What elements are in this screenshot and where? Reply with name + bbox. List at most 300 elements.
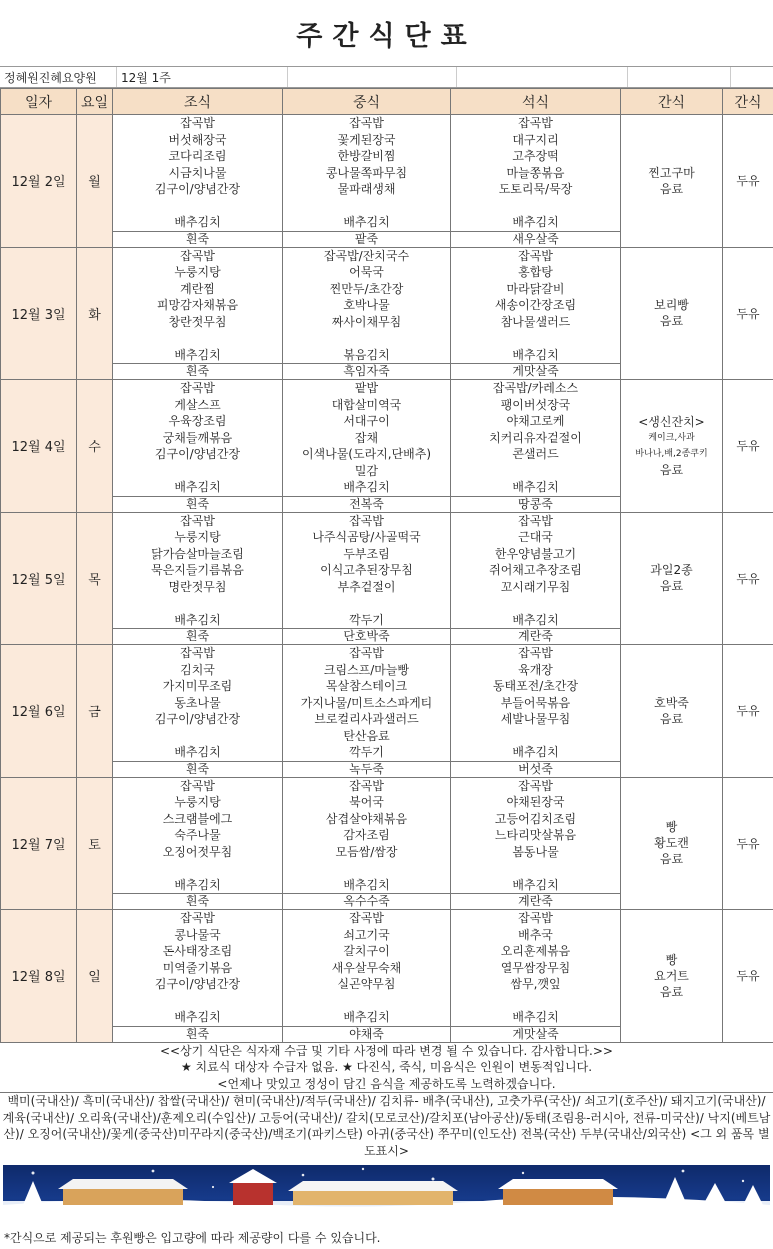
menu-item: 볶음김치 bbox=[343, 347, 390, 362]
menu-item: 동초나물 bbox=[174, 695, 221, 710]
date-text: 12월 3일 bbox=[11, 307, 66, 323]
porridge-text: 땅콩죽 bbox=[518, 496, 553, 511]
snack2-cell bbox=[723, 645, 773, 778]
menu-item: 배추김치 bbox=[512, 347, 559, 362]
lunch-cell bbox=[283, 247, 451, 364]
menu-item bbox=[283, 198, 450, 215]
menu-item: 육개장 bbox=[518, 662, 553, 677]
dow-text: 화 bbox=[88, 307, 101, 323]
snack-item: 호박죽 bbox=[654, 695, 689, 710]
menu-item: 참나물샐러드 bbox=[500, 314, 571, 329]
menu-item: 모듬쌈/쌈장 bbox=[335, 844, 398, 859]
porridge-cell bbox=[283, 231, 451, 247]
snack-item: 보리빵 bbox=[654, 298, 689, 313]
dow-text: 일 bbox=[88, 970, 101, 986]
menu-item: 배추김치 bbox=[512, 877, 559, 892]
day-date bbox=[1, 247, 77, 380]
day-of-week bbox=[77, 512, 113, 645]
menu-item bbox=[283, 993, 450, 1010]
menu-item: 오징어젓무침 bbox=[162, 844, 233, 859]
porridge-cell bbox=[451, 231, 621, 247]
snack-item: 음료 bbox=[659, 984, 684, 999]
porridge-text: 흰죽 bbox=[185, 1026, 210, 1041]
snack-item: 음료 bbox=[659, 314, 684, 329]
menu-item: 배추김치 bbox=[343, 1010, 390, 1024]
porridge-text: 흰죽 bbox=[185, 364, 210, 378]
menu-item: 숙주나물 bbox=[174, 828, 221, 842]
menu-item: 잡곡밥 bbox=[349, 116, 384, 130]
lunch-cell bbox=[283, 115, 451, 232]
snack2-text: 두유 bbox=[736, 969, 760, 984]
menu-item: 마라닭갈비 bbox=[506, 281, 565, 296]
snack-item: <생신잔치> bbox=[638, 414, 705, 429]
menu-item: 브로컬리사과샐러드 bbox=[314, 712, 419, 726]
menu-item: 콘샐러드 bbox=[512, 447, 559, 461]
menu-item: 깍두기 bbox=[349, 745, 384, 759]
porridge-text: 흑임자죽 bbox=[343, 364, 390, 378]
porridge-cell bbox=[451, 761, 621, 777]
menu-item: 크림스프/마늘빵 bbox=[323, 662, 410, 677]
menu-item: 코다리조림 bbox=[168, 149, 227, 163]
date-text: 12월 4일 bbox=[11, 440, 66, 456]
menu-item: 잡곡밥 bbox=[349, 778, 384, 793]
porridge-text: 흰죽 bbox=[185, 894, 210, 908]
col-dinner: 석식 bbox=[451, 89, 621, 115]
menu-item: 배추김치 bbox=[174, 745, 221, 759]
menu-item bbox=[113, 595, 282, 612]
menu-item: 나주식곰탕/사골떡국 bbox=[312, 530, 421, 544]
menu-item: 잡곡밥 bbox=[518, 646, 553, 660]
menu-item: 꽃게된장국 bbox=[337, 132, 396, 147]
dow-text: 금 bbox=[88, 705, 101, 721]
snack2-cell bbox=[723, 380, 773, 513]
date-text: 12월 8일 bbox=[11, 970, 66, 986]
menu-item: 묵은지들기름볶음 bbox=[151, 563, 244, 577]
menu-item: 서대구이 bbox=[343, 414, 390, 428]
porridge-text: 흰죽 bbox=[185, 761, 210, 776]
day-of-week bbox=[77, 247, 113, 380]
menu-table bbox=[0, 88, 773, 1043]
snack2-text: 두유 bbox=[736, 571, 760, 586]
breakfast-cell bbox=[113, 645, 283, 762]
menu-item: 호박나물 bbox=[343, 298, 390, 312]
day-date bbox=[1, 380, 77, 513]
day-row bbox=[1, 380, 773, 497]
menu-item: 잡채 bbox=[354, 430, 379, 445]
menu-item: 김구이/양념간장 bbox=[154, 712, 241, 726]
day-date bbox=[1, 512, 77, 645]
porridge-cell bbox=[451, 364, 621, 380]
col-breakfast: 조식 bbox=[113, 89, 283, 115]
menu-item: 쇠고기국 bbox=[343, 927, 390, 942]
menu-item: 밀감 bbox=[354, 463, 379, 478]
snack-item: 과일2종 bbox=[650, 563, 693, 578]
note-line: <언제나 맛있고 정성이 담긴 음식을 제공하도록 노력하겠습니다. bbox=[217, 1076, 556, 1091]
menu-item bbox=[283, 330, 450, 347]
menu-item: 배추국 bbox=[518, 927, 553, 942]
lunch-cell bbox=[283, 777, 451, 894]
porridge-text: 새우살죽 bbox=[512, 231, 559, 246]
menu-item: 치커리유자겉절이 bbox=[489, 430, 582, 445]
snack2-cell bbox=[723, 247, 773, 380]
menu-item: 쥐어채고추장조림 bbox=[489, 563, 582, 577]
porridge-text: 게맛살죽 bbox=[512, 1026, 559, 1041]
menu-item: 배추김치 bbox=[512, 745, 559, 759]
menu-item: 잡곡밥 bbox=[518, 116, 553, 130]
menu-item: 잡곡밥 bbox=[180, 248, 215, 263]
menu-item: 누룽지탕 bbox=[174, 265, 221, 279]
menu-item bbox=[113, 728, 282, 745]
menu-item: 김구이/양념간장 bbox=[154, 182, 241, 196]
week-label: 12월 1주 bbox=[117, 67, 288, 87]
menu-item: 깍두기 bbox=[349, 612, 384, 627]
menu-item: 배추김치 bbox=[512, 215, 559, 229]
menu-item bbox=[113, 198, 282, 215]
menu-item: 궁채들깨볶음 bbox=[162, 430, 233, 445]
menu-item: 배추김치 bbox=[174, 612, 221, 627]
day-of-week bbox=[77, 380, 113, 513]
dow-text: 목 bbox=[88, 572, 101, 588]
snack-item: 음료 bbox=[659, 711, 684, 726]
breakfast-cell bbox=[113, 115, 283, 232]
menu-item: 콩나물쪽파무침 bbox=[325, 165, 408, 180]
snack2-text: 두유 bbox=[736, 174, 760, 189]
snack2-text: 두유 bbox=[736, 704, 760, 719]
menu-item: 잡곡밥 bbox=[349, 646, 384, 660]
menu-item bbox=[451, 463, 620, 480]
snack-item: 케이크,사과 bbox=[648, 432, 695, 443]
snack2-cell bbox=[723, 910, 773, 1043]
note-line: ★ 치료식 대상자 수급자 없음. ★ 다진식, 죽식, 미음식은 인원이 변동적입니다. bbox=[180, 1060, 593, 1074]
snack-item: 음료 bbox=[659, 462, 684, 477]
menu-item bbox=[451, 330, 620, 347]
porridge-cell bbox=[113, 761, 283, 777]
menu-item: 팽이버섯장국 bbox=[500, 397, 571, 412]
menu-item bbox=[113, 993, 282, 1010]
day-date bbox=[1, 115, 77, 248]
menu-item: 마늘쫑볶음 bbox=[506, 165, 565, 180]
menu-item: 찐만두/초간장 bbox=[329, 281, 404, 296]
menu-item: 배추김치 bbox=[174, 1010, 221, 1024]
porridge-text: 흰죽 bbox=[185, 629, 210, 643]
menu-item: 오리훈제볶음 bbox=[500, 944, 571, 958]
dow-text: 토 bbox=[88, 837, 101, 853]
day-row bbox=[1, 247, 773, 364]
origin-info: 백미(국내산)/ 흑미(국내산)/ 찹쌀(국내산)/ 현미(국내산)/적두(국내산)/ 김치류- 배추(국내산), 고춧가루(국산)/ 쇠고기(호주산)/ 돼지고기(국내산)/ 계육(국내산)/ 오리육(국내산)/훈제오리(수입산)/ 고등어(국내산)/ 갈치(모로코산)/갈치포(남아공산)/동태(조림용-러시아, 전류-미국산)/ 낙지(베트남산)/ 오징어(국내산)/꽃게(중국산)미꾸라지(중국산)/백조기(파키스탄) 아귀(중국산) 쭈꾸미(인도산) 전복(국산) 두부(국내산/외국산) <그 외 품목 별도표시> bbox=[0, 1092, 773, 1159]
menu-item: 물파래생채 bbox=[337, 182, 396, 196]
porridge-text: 계란죽 bbox=[518, 629, 553, 643]
snack2-cell bbox=[723, 777, 773, 910]
date-text: 12월 7일 bbox=[11, 837, 66, 853]
day-date bbox=[1, 645, 77, 778]
dinner-cell bbox=[451, 115, 621, 232]
menu-item bbox=[113, 463, 282, 480]
menu-item: 두부조림 bbox=[343, 546, 390, 561]
menu-item: 잡곡밥 bbox=[518, 513, 553, 528]
porridge-cell bbox=[451, 894, 621, 910]
lunch-cell bbox=[283, 645, 451, 762]
porridge-text: 흰죽 bbox=[185, 496, 210, 511]
menu-item: 쌈무,깻잎 bbox=[510, 977, 561, 991]
dinner-cell bbox=[451, 777, 621, 894]
menu-item bbox=[451, 728, 620, 745]
menu-item: 탄산음료 bbox=[343, 728, 390, 743]
header-row bbox=[1, 89, 773, 115]
day-of-week bbox=[77, 115, 113, 248]
menu-item: 근대국 bbox=[518, 530, 553, 544]
col-date: 일자 bbox=[1, 89, 77, 115]
menu-item: 열무쌈장무침 bbox=[500, 960, 571, 975]
date-text: 12월 2일 bbox=[11, 175, 66, 191]
winter-scene-image bbox=[3, 1165, 770, 1221]
snack-cell bbox=[621, 247, 723, 380]
menu-item: 어묵국 bbox=[349, 265, 384, 279]
menu-item: 잡곡밥/잔치국수 bbox=[323, 248, 410, 263]
day-row bbox=[1, 777, 773, 894]
menu-item: 야채고로케 bbox=[506, 414, 565, 428]
dinner-cell bbox=[451, 247, 621, 364]
porridge-cell bbox=[113, 1026, 283, 1042]
porridge-text: 계란죽 bbox=[518, 894, 553, 908]
menu-item: 돈사태장조림 bbox=[162, 944, 233, 958]
menu-item: 갈치구이 bbox=[343, 944, 390, 958]
menu-item: 잡곡밥 bbox=[180, 778, 215, 793]
snack-cell bbox=[621, 777, 723, 910]
menu-item: 닭가슴살마늘조림 bbox=[151, 546, 244, 561]
menu-item: 부추겉절이 bbox=[337, 579, 396, 594]
menu-item: 계란찜 bbox=[180, 281, 215, 296]
snack-item: 요거트 bbox=[654, 968, 689, 983]
dinner-cell bbox=[451, 645, 621, 762]
menu-item: 잡곡밥/카레소스 bbox=[492, 381, 579, 395]
subheader bbox=[0, 66, 773, 88]
menu-item: 동태포전/초간장 bbox=[492, 679, 579, 693]
note-line: <<상기 식단은 식자재 수급 및 기타 사정에 따라 변경 될 수 있습니다. 감사합니다.>> bbox=[160, 1043, 613, 1058]
menu-item: 잡곡밥 bbox=[349, 911, 384, 925]
porridge-cell bbox=[451, 629, 621, 645]
lunch-cell bbox=[283, 380, 451, 497]
breakfast-cell bbox=[113, 512, 283, 629]
porridge-text: 팥죽 bbox=[354, 231, 379, 246]
menu-item bbox=[283, 595, 450, 612]
menu-item: 팥밥 bbox=[354, 381, 379, 395]
col-lunch: 중식 bbox=[283, 89, 451, 115]
menu-item: 배추김치 bbox=[512, 480, 559, 494]
date-text: 12월 6일 bbox=[11, 705, 66, 721]
menu-item: 누룽지탕 bbox=[174, 795, 221, 809]
menu-item: 김구이/양념간장 bbox=[154, 977, 241, 991]
menu-item: 잡곡밥 bbox=[180, 513, 215, 528]
snack-item: 음료 bbox=[659, 852, 684, 867]
porridge-text: 야채죽 bbox=[349, 1026, 384, 1041]
menu-item bbox=[113, 860, 282, 877]
menu-item: 스크램블에그 bbox=[162, 811, 233, 826]
breakfast-cell bbox=[113, 247, 283, 364]
menu-item bbox=[451, 993, 620, 1010]
facility-name: 정혜원진혜요양원 bbox=[0, 67, 117, 87]
porridge-text: 전복죽 bbox=[349, 496, 384, 511]
snack-cell bbox=[621, 115, 723, 248]
menu-item: 한우양념불고기 bbox=[494, 546, 577, 561]
day-of-week bbox=[77, 910, 113, 1043]
menu-item: 잡곡밥 bbox=[180, 911, 215, 925]
porridge-cell bbox=[113, 894, 283, 910]
menu-item: 잡곡밥 bbox=[180, 116, 215, 130]
menu-item: 실곤약무침 bbox=[337, 977, 396, 991]
menu-item: 시금치나물 bbox=[168, 165, 227, 180]
menu-item: 감자조림 bbox=[343, 828, 390, 842]
menu-item: 명란젓무침 bbox=[168, 579, 227, 594]
porridge-cell bbox=[283, 761, 451, 777]
snack-cell bbox=[621, 512, 723, 645]
porridge-text: 버섯죽 bbox=[518, 761, 553, 776]
notes bbox=[0, 1043, 773, 1093]
menu-item: 이식고추된장무침 bbox=[320, 563, 413, 577]
breakfast-cell bbox=[113, 380, 283, 497]
day-row bbox=[1, 910, 773, 1027]
menu-item: 대구지리 bbox=[512, 132, 559, 147]
menu-item bbox=[451, 595, 620, 612]
menu-item: 짜사이채무침 bbox=[331, 314, 402, 329]
day-row bbox=[1, 512, 773, 629]
dinner-cell bbox=[451, 380, 621, 497]
menu-item: 느타리맛살볶음 bbox=[494, 828, 577, 842]
snack-cell bbox=[621, 910, 723, 1043]
day-date bbox=[1, 777, 77, 910]
menu-item: 김구이/양념간장 bbox=[154, 447, 241, 461]
menu-item: 배추김치 bbox=[512, 612, 559, 627]
menu-item: 배추김치 bbox=[343, 877, 390, 892]
menu-item: 버섯해장국 bbox=[168, 132, 227, 147]
porridge-cell bbox=[113, 231, 283, 247]
dow-text: 수 bbox=[88, 440, 101, 456]
menu-item: 콩나물국 bbox=[174, 927, 221, 942]
snack-item: 음료 bbox=[659, 579, 684, 594]
menu-item: 꼬시래기무침 bbox=[500, 579, 571, 594]
menu-item: 이색나물(도라지,단배추) bbox=[301, 447, 432, 461]
snack-cell bbox=[621, 380, 723, 513]
menu-item: 미역줄기볶음 bbox=[162, 960, 233, 975]
menu-item: 배추김치 bbox=[174, 877, 221, 892]
menu-item: 한방갈비찜 bbox=[337, 149, 396, 163]
menu-item: 대합살미역국 bbox=[331, 397, 402, 412]
snack2-text: 두유 bbox=[736, 306, 760, 321]
menu-item: 배추김치 bbox=[343, 215, 390, 229]
snack2-text: 두유 bbox=[736, 836, 760, 851]
menu-item: 봄동나물 bbox=[512, 844, 559, 859]
day-of-week bbox=[77, 645, 113, 778]
menu-item: 누룽지탕 bbox=[174, 530, 221, 544]
day-date bbox=[1, 910, 77, 1043]
porridge-text: 게맛살죽 bbox=[512, 364, 559, 378]
snack-item: 빵 bbox=[665, 952, 678, 967]
menu-item: 우육장조림 bbox=[168, 414, 227, 428]
col-snack-1: 간식 bbox=[621, 89, 723, 115]
porridge-cell bbox=[283, 894, 451, 910]
menu-item bbox=[451, 860, 620, 877]
porridge-cell bbox=[113, 629, 283, 645]
footnote: *간식으로 제공되는 후원빵은 입고량에 따라 제공량이 다를 수 있습니다. bbox=[4, 1231, 381, 1245]
menu-item: 고등어김치조림 bbox=[494, 811, 577, 826]
porridge-cell bbox=[451, 1026, 621, 1042]
menu-item: 배추김치 bbox=[174, 347, 221, 362]
day-row bbox=[1, 115, 773, 232]
porridge-cell bbox=[451, 496, 621, 512]
porridge-cell bbox=[283, 629, 451, 645]
dow-text: 월 bbox=[88, 175, 101, 191]
menu-item: 잡곡밥 bbox=[180, 646, 215, 660]
porridge-cell bbox=[283, 1026, 451, 1042]
snack2-cell bbox=[723, 512, 773, 645]
porridge-cell bbox=[113, 364, 283, 380]
snack-item: 황도캔 bbox=[654, 836, 689, 851]
menu-item: 삼겹살야채볶음 bbox=[325, 811, 408, 826]
menu-item bbox=[451, 198, 620, 215]
date-text: 12월 5일 bbox=[11, 572, 66, 588]
snack-item: 바나나,배,2종쿠키 bbox=[635, 448, 708, 459]
porridge-text: 흰죽 bbox=[185, 231, 210, 246]
menu-item: 새우살무숙채 bbox=[331, 960, 402, 975]
snack2-text: 두유 bbox=[736, 439, 760, 454]
col-dow: 요일 bbox=[77, 89, 113, 115]
menu-item: 가지미무조림 bbox=[162, 679, 233, 693]
menu-item: 게살스프 bbox=[174, 397, 221, 412]
menu-item bbox=[113, 330, 282, 347]
menu-item: 홍합탕 bbox=[518, 265, 553, 279]
menu-item: 배추김치 bbox=[343, 480, 390, 494]
dinner-cell bbox=[451, 910, 621, 1027]
col-snack-2: 간식 bbox=[723, 89, 773, 115]
lunch-cell bbox=[283, 512, 451, 629]
menu-item: 새송이간장조림 bbox=[494, 298, 577, 312]
menu-item: 목살참스테이크 bbox=[325, 679, 408, 693]
menu-item: 잡곡밥 bbox=[518, 778, 553, 793]
menu-item: 부들어묵볶음 bbox=[500, 695, 571, 710]
porridge-cell bbox=[283, 364, 451, 380]
menu-item: 가지나물/미트소스파게티 bbox=[300, 695, 433, 710]
porridge-text: 단호박죽 bbox=[343, 629, 390, 643]
menu-item: 김치국 bbox=[180, 662, 215, 677]
porridge-text: 옥수수죽 bbox=[343, 894, 390, 908]
menu-item: 세발나물무침 bbox=[500, 712, 571, 726]
lunch-cell bbox=[283, 910, 451, 1027]
menu-item: 잡곡밥 bbox=[349, 513, 384, 528]
menu-item: 배추김치 bbox=[512, 1010, 559, 1024]
menu-item: 창란젓무침 bbox=[168, 314, 227, 329]
page-title: 주간식단표 bbox=[296, 20, 477, 52]
porridge-cell bbox=[283, 496, 451, 512]
day-of-week bbox=[77, 777, 113, 910]
snack-item: 빵 bbox=[665, 820, 678, 835]
menu-item: 배추김치 bbox=[174, 215, 221, 229]
porridge-cell bbox=[113, 496, 283, 512]
menu-item bbox=[283, 860, 450, 877]
breakfast-cell bbox=[113, 910, 283, 1027]
snack2-cell bbox=[723, 115, 773, 248]
winter-village-banner bbox=[3, 1165, 770, 1221]
snack-item: 음료 bbox=[659, 181, 684, 196]
menu-item: 잡곡밥 bbox=[518, 248, 553, 263]
menu-item: 잡곡밥 bbox=[518, 911, 553, 925]
day-row bbox=[1, 645, 773, 762]
dinner-cell bbox=[451, 512, 621, 629]
menu-item: 잡곡밥 bbox=[180, 381, 215, 395]
breakfast-cell bbox=[113, 777, 283, 894]
menu-item: 야채된장국 bbox=[506, 795, 565, 809]
menu-item: 북어국 bbox=[349, 795, 384, 809]
menu-item: 고추장떡 bbox=[512, 149, 559, 163]
menu-item: 도토리묵/묵장 bbox=[498, 182, 573, 196]
